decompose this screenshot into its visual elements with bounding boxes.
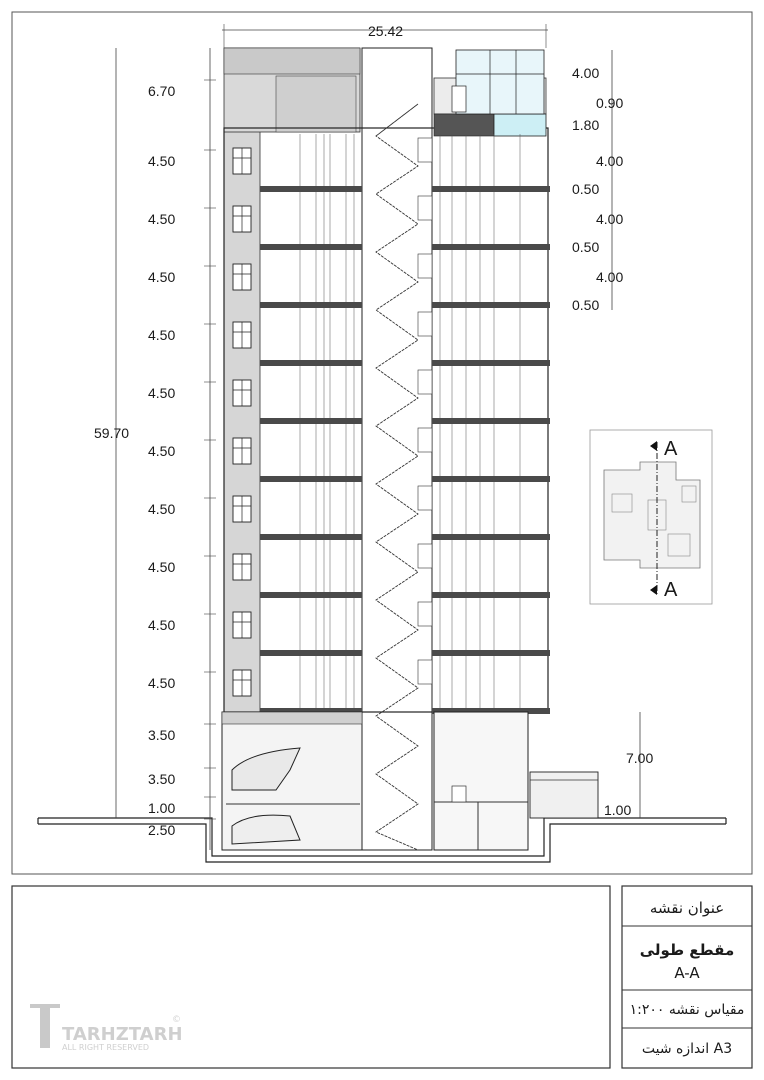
- drawing-title: مقطع طولی: [639, 941, 735, 959]
- right-dimension: 4.00: [596, 269, 624, 285]
- right-dimension: 0.50: [572, 297, 600, 313]
- rooftop-pool: [494, 114, 546, 136]
- floor-slab: [260, 186, 362, 192]
- copyright-icon: ©: [172, 1015, 181, 1025]
- brand-logo: [30, 1004, 183, 1052]
- window: [233, 496, 251, 522]
- floor-slab: [260, 302, 362, 308]
- right-ground-dimension: 1.00: [604, 802, 632, 818]
- floor-slab: [260, 534, 362, 540]
- floor-slab: [260, 244, 362, 250]
- left-dimension: 4.50: [148, 327, 176, 343]
- window: [233, 264, 251, 290]
- section-marker-top: A: [664, 438, 678, 460]
- overall-height-label: 59.70: [94, 425, 130, 441]
- floor-slab: [432, 592, 550, 598]
- floor-slab: [260, 360, 362, 366]
- left-dimension: 6.70: [148, 83, 176, 99]
- left-dimension: 4.50: [148, 559, 176, 575]
- window: [233, 554, 251, 580]
- brand-rights: ALL RIGHT RESERVED: [62, 1043, 150, 1052]
- window: [233, 438, 251, 464]
- typical-floors: [233, 134, 550, 714]
- left-dimension: 4.50: [148, 385, 176, 401]
- floor-slab: [432, 186, 550, 192]
- rooftop-glazing: [456, 50, 544, 114]
- lobby: [434, 712, 528, 850]
- right-dimension: 4.00: [596, 211, 624, 227]
- window: [233, 670, 251, 696]
- key-plan: [590, 430, 712, 604]
- floor-slab: [432, 534, 550, 540]
- sheet-size: اندازه شیت A3: [641, 1041, 733, 1057]
- window: [233, 612, 251, 638]
- brand-wordmark: TARHZTARH: [62, 1024, 183, 1045]
- left-dimension: 4.50: [148, 153, 176, 169]
- left-dimension: 4.50: [148, 443, 176, 459]
- floor-slab: [260, 592, 362, 598]
- section-code: A-A: [674, 964, 700, 982]
- right-dimension: 1.80: [572, 117, 600, 133]
- window: [233, 148, 251, 174]
- drawing-scale: مقیاس نقشه ۱:۲۰۰: [629, 1002, 745, 1018]
- floor-slab: [260, 418, 362, 424]
- floor-slab: [432, 360, 550, 366]
- right-dimension: 0.50: [572, 239, 600, 255]
- left-dimension: 3.50: [148, 771, 176, 787]
- left-dimension: 1.00: [148, 800, 176, 816]
- stair-flights: [376, 104, 418, 850]
- window: [233, 322, 251, 348]
- floor-slab: [432, 476, 550, 482]
- right-lower-dimension: 7.00: [626, 750, 654, 766]
- left-dimension: 4.50: [148, 269, 176, 285]
- title-caption: عنوان نقشه: [649, 899, 725, 917]
- right-dimension: 4.00: [572, 65, 600, 81]
- floor-slab: [432, 650, 550, 656]
- floor-slab: [260, 650, 362, 656]
- left-dimension: 4.50: [148, 501, 176, 517]
- floor-slab: [432, 302, 550, 308]
- floor-slab: [260, 476, 362, 482]
- left-dimension-labels: [148, 80, 216, 838]
- window: [233, 206, 251, 232]
- ground-line: [38, 818, 726, 862]
- left-dimension: 2.50: [148, 822, 176, 838]
- right-dimension: 0.50: [572, 181, 600, 197]
- left-dimension: 4.50: [148, 617, 176, 633]
- left-dimension: 3.50: [148, 727, 176, 743]
- window: [233, 380, 251, 406]
- left-dimension: 4.50: [148, 211, 176, 227]
- section-marker-bottom: A: [664, 579, 678, 601]
- entrance-canopy: [530, 772, 598, 818]
- right-dimension: 0.90: [596, 95, 624, 111]
- right-dimension-labels: [572, 65, 623, 313]
- right-dimension: 4.00: [596, 153, 624, 169]
- floor-slab: [432, 244, 550, 250]
- left-dimension: 4.50: [148, 675, 176, 691]
- floor-slab: [432, 418, 550, 424]
- overall-width-label: 25.42: [368, 23, 404, 39]
